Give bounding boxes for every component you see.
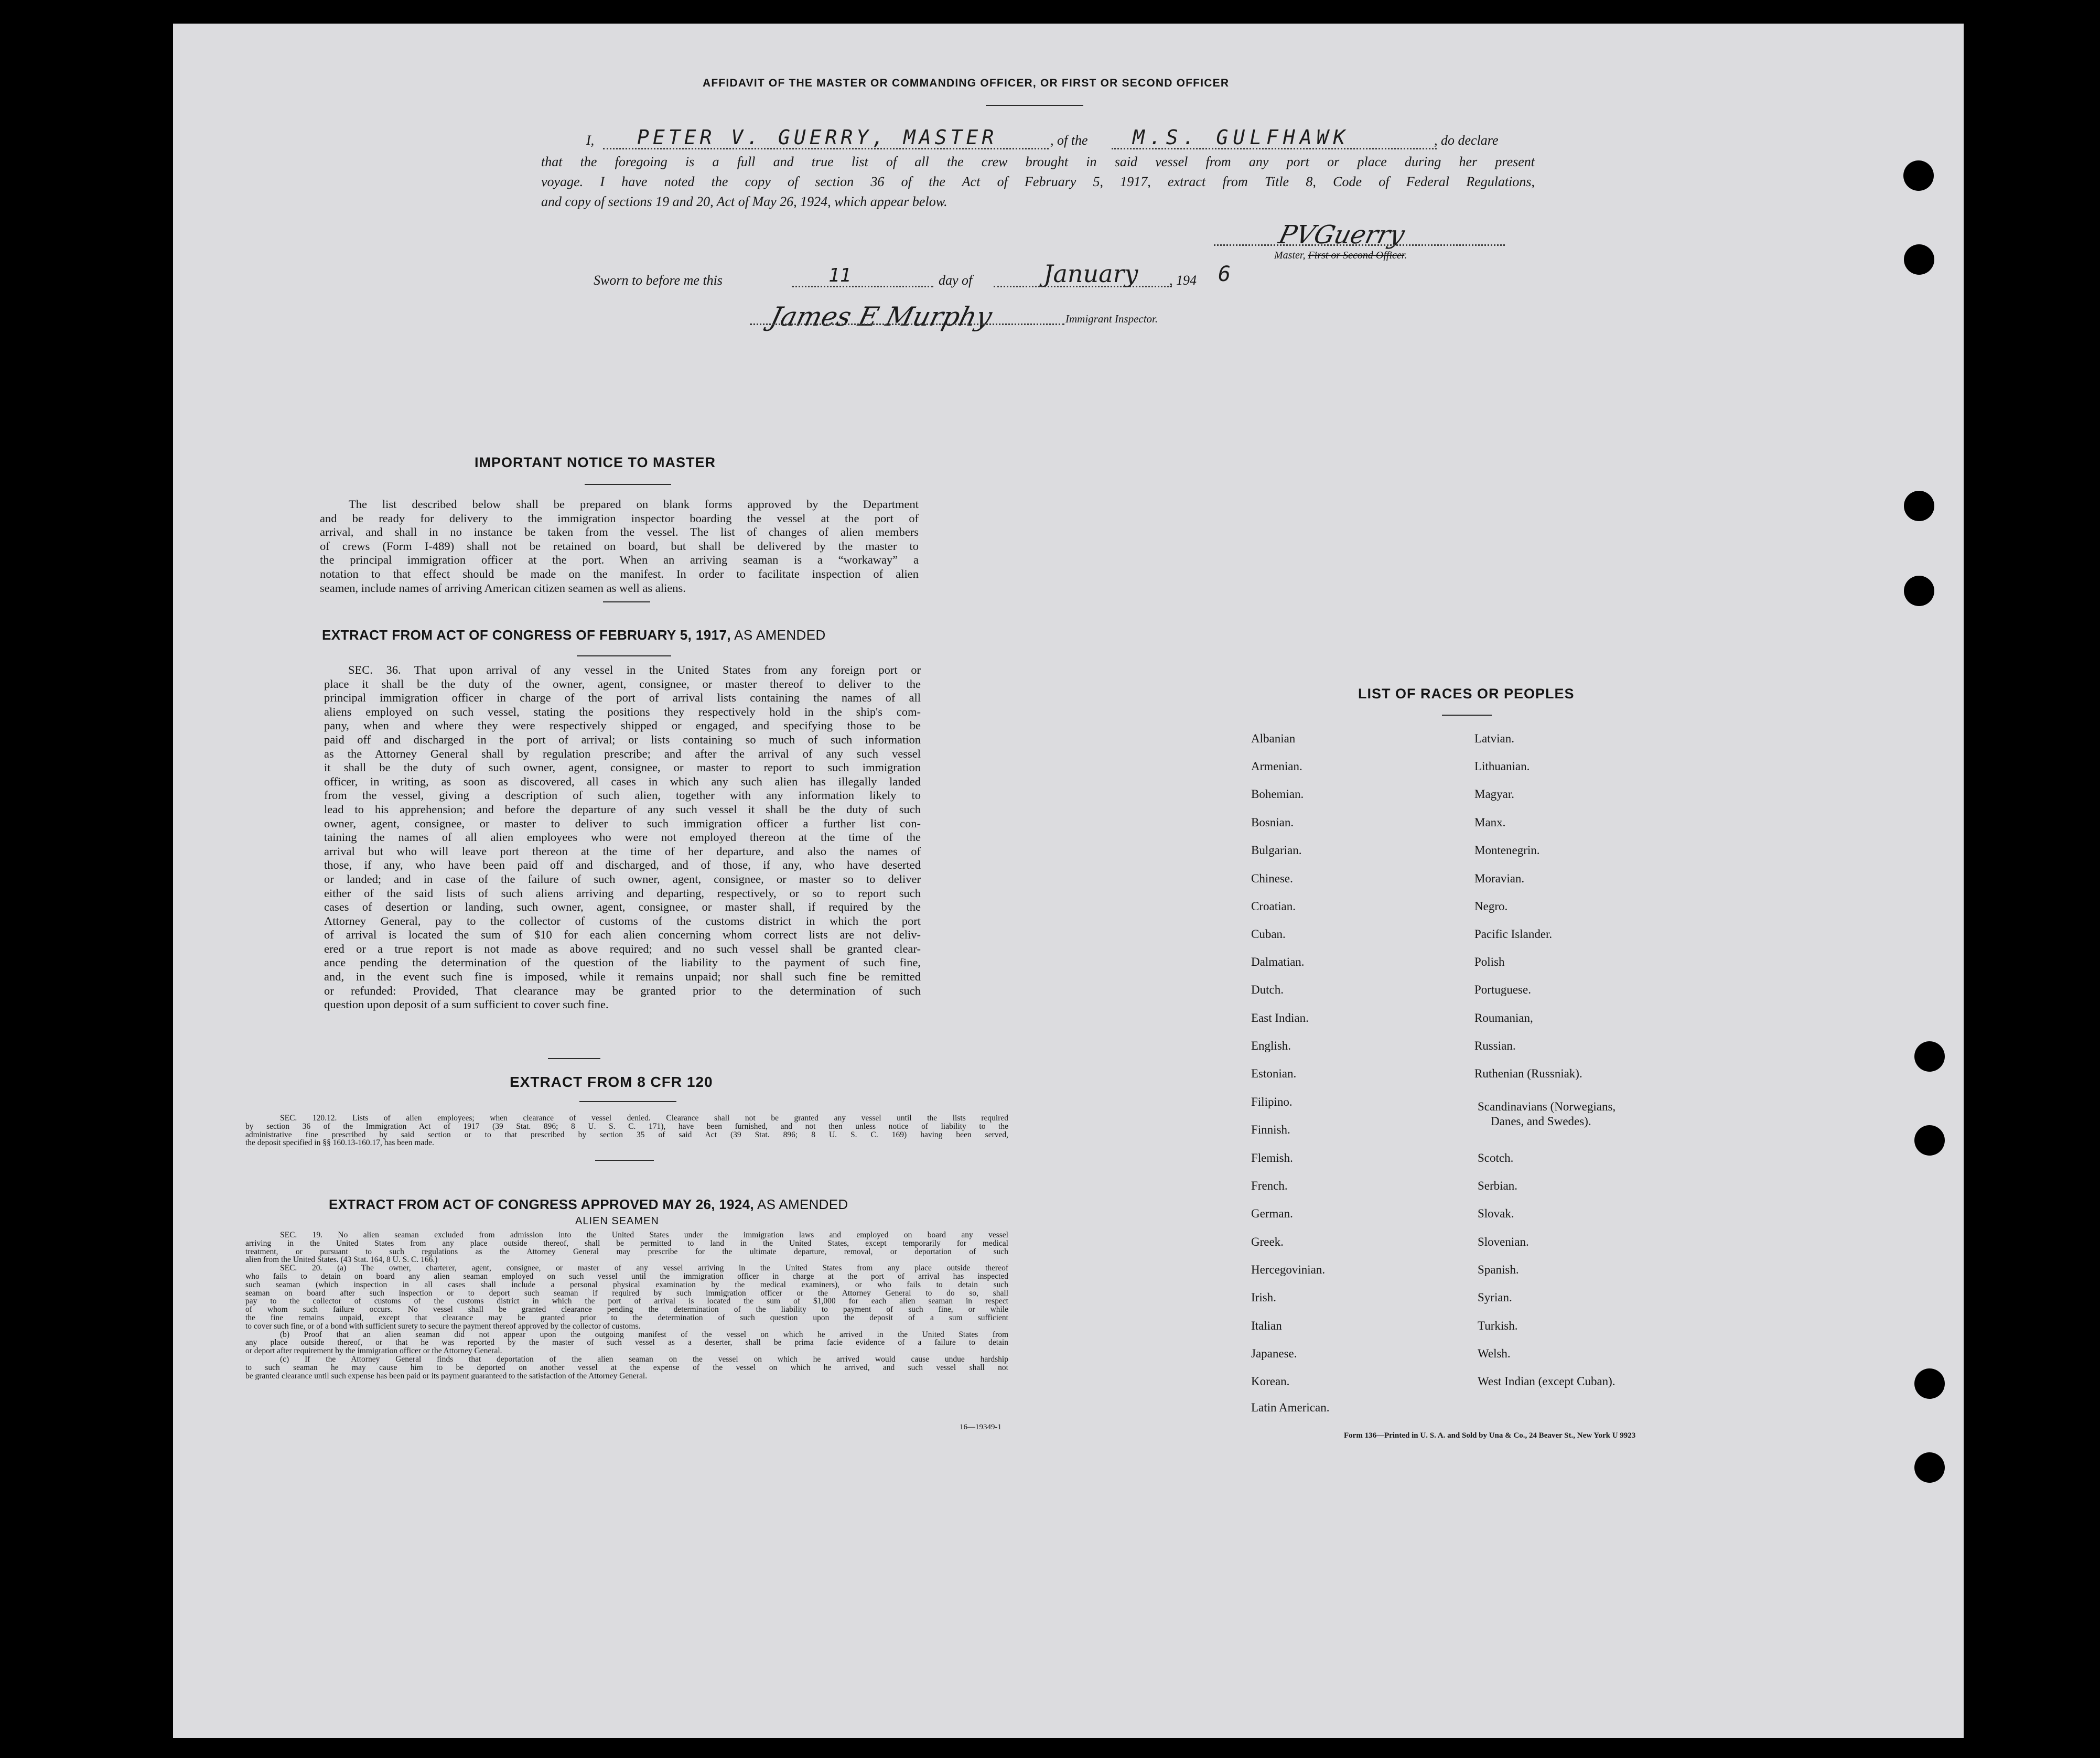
affidavit-title: AFFIDAVIT OF THE MASTER OR COMMANDING OFFICER, OR FIRST OR SECOND OFFICER (703, 77, 1230, 89)
race-right: Syrian. (1478, 1291, 1512, 1304)
affidavit-body (541, 152, 1535, 212)
notice-end-divider (603, 601, 650, 602)
extract-1917-line: paid off and discharged in the port of arrival; or lists containing so much of such information (324, 732, 921, 746)
extract-1917-divider (577, 655, 671, 656)
extract-1924-line: to cover such fine, or of a bond with sufficient surety to secure the payment thereof approved by the collector of customs. (245, 1322, 641, 1331)
extract-1917-line: owner, agent, consignee, or master to deliver to such immigration officer a further list con- (324, 816, 921, 830)
race-right: Serbian. (1478, 1179, 1518, 1192)
master-signature: PVGuerry (1276, 220, 1408, 250)
sworn-year-prefix: , 194 (1169, 273, 1197, 288)
race-right: Polish (1474, 955, 1505, 968)
race-left: Dalmatian. (1251, 955, 1305, 968)
extract-1917-line: either of the said lists of such aliens arriving and departing, respectively, or so to report such (324, 886, 921, 900)
race-right: Pacific Islander. (1474, 927, 1553, 941)
punch-hole (1904, 576, 1934, 606)
extract-1924-body (245, 1231, 1008, 1380)
form-code: 16—19349-1 (960, 1423, 1001, 1431)
race-left: Latin American. (1251, 1401, 1330, 1414)
notice-title: IMPORTANT NOTICE TO MASTER (475, 455, 716, 470)
notice-line: and be ready for delivery to the immigration inspector boarding the vessel at the port of (320, 511, 919, 525)
race-left: Croatian. (1251, 900, 1296, 913)
notice-line: seamen, include names of arriving American citizen seamen as well as aliens. (320, 581, 686, 595)
extract-1924-line: to such seaman he may cause him to be deported on another vessel at the expense of the vessel on which he arrived, and such vessel shall not (245, 1363, 1008, 1372)
extract-1917-line: of arrival is located the sum of $10 for each alien concerning whom correct lists are not deliv- (324, 928, 921, 942)
race-left: Irish. (1251, 1291, 1276, 1304)
extract-1917-body (324, 663, 921, 1012)
affidavit-of-the: , of the (1050, 133, 1088, 148)
extract-1917-line: officer, in writing, as soon as discovered, all cases in which any such alien has illegally landed (324, 774, 921, 788)
race-left: Estonian. (1251, 1067, 1297, 1080)
race-left: Bohemian. (1251, 788, 1304, 801)
extract-1924-line: treatment, or pursuant to such regulations as the Attorney General may prescribe for the ultimate departure, removal, or deportation of such (245, 1247, 1008, 1256)
form-imprint: Form 136—Printed in U. S. A. and Sold by Una & Co., 24 Beaver St., New York U 9923 (1344, 1431, 1636, 1440)
race-left: Cuban. (1251, 927, 1286, 941)
punch-hole (1914, 1041, 1945, 1072)
extract-1917-line: pany, when and where they were respectively shipped or engaged, and specifying those to be (324, 719, 921, 732)
extract-1924-line: arriving in the United States from any place outside thereof, shall be permitted to land in the United States, except temporarily for medical (245, 1239, 1008, 1248)
extract-1924-line: SEC. 19. No alien seaman excluded from admission into the United States under the immigration laws and employed on board any vessel (280, 1231, 1008, 1239)
race-left: Bulgarian. (1251, 844, 1302, 857)
extract-1924-title-bold: EXTRACT FROM ACT OF CONGRESS APPROVED MAY 26, 1924, (329, 1196, 754, 1212)
race-right: Welsh. (1478, 1347, 1511, 1360)
master-signature-line (1214, 244, 1505, 246)
notice-line: the principal immigration officer at the port. When an arriving seaman is a “workaway” a (320, 553, 919, 567)
sworn-prefix: Sworn to before me this (594, 273, 723, 288)
race-right: Slovenian. (1478, 1235, 1529, 1248)
race-left: Hercegovinian. (1251, 1263, 1326, 1276)
race-left: Finnish. (1251, 1123, 1290, 1136)
extract-1917-line: Attorney General, pay to the collector of customs of the customs district in which the port (324, 914, 921, 927)
extract-1917-line: arrival but who will leave port thereon at the time of her departure, and also the names of (324, 844, 921, 858)
extract-1917-line: or landed; and in case of the failure of such owner, agent, consignee, or master so to deliver (324, 872, 921, 886)
declarant-name-handwritten: PETER V. GUERRY, MASTER (637, 126, 998, 149)
sworn-year-handwritten: 6 (1218, 262, 1231, 286)
vessel-line (1112, 148, 1437, 149)
extract-1917-line: cases of desertion or landing, such owner, agent, consignee, or master shall, if required by the (324, 900, 921, 914)
vessel-name-handwritten: M.S. GULFHAWK (1133, 126, 1350, 149)
title-divider (986, 105, 1083, 106)
race-left: German. (1251, 1207, 1293, 1220)
notice-body (320, 498, 919, 595)
sworn-month-line (994, 286, 1172, 287)
race-left: Japanese. (1251, 1347, 1297, 1360)
extract-cfr-divider (579, 1101, 676, 1102)
race-left: Chinese. (1251, 872, 1293, 885)
race-left: Greek. (1251, 1235, 1284, 1248)
extract-1917-line: or refunded: Provided, That clearance may be granted prior to the determination of such (324, 984, 921, 997)
inspector-signature-line (750, 323, 1064, 325)
race-right: Scotch. (1478, 1151, 1514, 1164)
notice-title-divider (585, 484, 671, 485)
affidavit-do-declare: , do declare (1434, 133, 1499, 148)
extract-cfr-line: SEC. 120.12. Lists of alien employees; when clearance of vessel denied. Clearance shall not be granted any vessel until the lists required (280, 1114, 1008, 1123)
extract-1917-line: question upon deposit of a sum sufficient to cover such fine. (324, 998, 609, 1011)
extract-1917-line: taining the names of all alien employees who were not employed thereon at the time of the (324, 831, 921, 844)
affidavit-body-line: voyage. I have noted the copy of section 36 of the Act of February 5, 1917, extract from Title 8, Code of Federal Regulations, (541, 174, 1535, 189)
race-left: Albanian (1251, 732, 1296, 745)
extract-1917-line: SEC. 36. That upon arrival of any vessel in the United States from any foreign port or (348, 663, 921, 676)
extract-1917-line: principal immigration officer in charge of the port of arrival lists containing the names of all (324, 691, 921, 705)
extract-1924-title-rest: AS AMENDED (757, 1196, 848, 1212)
notice-line: The list described below shall be prepared on blank forms approved by the Department (349, 498, 919, 511)
race-left: Italian (1251, 1319, 1282, 1332)
punch-hole (1914, 1368, 1945, 1399)
race-left: Flemish. (1251, 1151, 1293, 1164)
race-right: Montenegrin. (1474, 844, 1540, 857)
declarant-line (603, 148, 1049, 149)
extract-1917-line: those, if any, who have been paid off and discharged, and of those, if any, who have deserted (324, 858, 921, 872)
race-right: Scandinavians (Norwegians, (1478, 1100, 1616, 1113)
punch-hole (1914, 1452, 1945, 1483)
race-right: Portuguese. (1474, 983, 1531, 996)
race-left: English. (1251, 1039, 1291, 1052)
master-caption-struck: First or Second Officer (1308, 250, 1405, 261)
sworn-month-handwritten: January (1043, 260, 1138, 288)
extract-1924-line: alien from the United States. (43 Stat. 164, 8 U. S. C. 166.) (245, 1256, 438, 1265)
punch-hole (1904, 244, 1934, 275)
extract-1917-line: ance pending the determination of the question of the liability to the payment of such fine, (324, 956, 921, 969)
extract-1924-subtitle: ALIEN SEAMEN (575, 1215, 659, 1227)
extract-1917-line: aliens employed on such vessel, stating the positions they respectively hold in the ship's com- (324, 705, 921, 718)
extract-1917-line: it shall be the duty of such owner, agent, consignee, or master to report to such immigration (324, 761, 921, 774)
race-right: Roumanian, (1474, 1011, 1533, 1024)
race-right: Magyar. (1474, 788, 1515, 801)
extract-cfr-body (245, 1114, 1008, 1147)
race-right: Moravian. (1474, 872, 1525, 885)
extract-1924-line: seaman on board after such inspection or to deport such seaman if required by such immigration officer or the Attorney General to do so, shall (245, 1289, 1008, 1298)
punch-hole (1914, 1125, 1945, 1156)
extract-1924-line: such seaman (which inspection in all cases shall include a personal physical examination by the medical examiners), or who fails to detain such (245, 1280, 1008, 1289)
master-caption-master: Master, (1274, 250, 1306, 261)
extract-cfr-line: the deposit specified in §§ 160.13-160.17, has been made. (245, 1139, 434, 1148)
extract-1917-end-divider (548, 1058, 600, 1059)
races-title-divider (1442, 715, 1492, 716)
extract-1917-line: place it shall be the duty of the owner, agent, consignee, or master thereof to deliver to the (324, 677, 921, 691)
race-left: Dutch. (1251, 983, 1284, 996)
race-right: Negro. (1474, 900, 1508, 913)
race-right: Danes, and Swedes). (1491, 1115, 1591, 1128)
sworn-day-line (792, 286, 933, 287)
extract-cfr-line: by section 36 of the Immigration Act of 1917 (39 Stat. 896; 8 U. S. C. 171), have been furnished, and not then unless notice of liability to the (245, 1122, 1008, 1131)
extract-1917-line: from the vessel, giving a description of such alien, together with any information likely to (324, 789, 921, 802)
race-right: Ruthenian (Russniak). (1474, 1067, 1582, 1080)
notice-line: arrival, and shall in no instance be taken from the vessel. The list of changes of alien members (320, 525, 919, 539)
extract-cfr-line: administrative fine prescribed by said section or to that prescribed by section 35 of said Act (39 Stat. 896; 8 U. S. C. 169) having been served, (245, 1130, 1008, 1139)
extract-1924-line: who fails to detain on board any alien seaman employed on such vessel until the immigration officer in charge at the port of arrival has inspected (245, 1272, 1008, 1281)
punch-hole (1903, 160, 1934, 191)
race-left: Korean. (1251, 1375, 1290, 1388)
race-right: Manx. (1474, 816, 1506, 829)
affidavit-i-label: I, (586, 133, 595, 148)
notice-line: notation to that effect should be made on the manifest. In order to facilitate inspection of alien (320, 567, 919, 580)
races-title: LIST OF RACES OR PEOPLES (1358, 686, 1575, 702)
race-left: Filipino. (1251, 1095, 1293, 1108)
extract-cfr-title: EXTRACT FROM 8 CFR 120 (510, 1074, 713, 1090)
affidavit-body-line: that the foregoing is a full and true list of all the crew brought in said vessel from any port or place during her present (541, 154, 1535, 169)
extract-1924-line: pay to the collector of customs of the customs district in which the port of arrival is located the sum of $1,000 for each alien seaman in respect (245, 1297, 1008, 1306)
extract-1924-line: (b) Proof that an alien seaman did not appear upon the outgoing manifest of the vessel on which he arrived in the United States from (280, 1330, 1008, 1339)
extract-1917-title-bold: EXTRACT FROM ACT OF CONGRESS OF FEBRUARY 5, 1917, (322, 627, 731, 643)
extract-1917-line: ered or a true report is not made as above required; and no such vessel shall be granted clear- (324, 942, 921, 955)
extract-1917-line: as the Attorney General shall by regulation prescribe; and after the arrival of any such vessel (324, 747, 921, 760)
race-right: Spanish. (1478, 1263, 1519, 1276)
extract-1924-line: be granted clearance until such expense has been paid or its payment guaranteed to the satisfaction of the Attorney General. (245, 1372, 648, 1380)
race-left: Armenian. (1251, 760, 1302, 773)
sworn-day-of: day of (939, 273, 973, 288)
extract-1924-line: any place outside thereof, or that he was reported by the master of such vessel as a deserter, shall be prima facie evidence of a failure to detain (245, 1339, 1008, 1347)
extract-1917-title-rest: AS AMENDED (734, 627, 826, 643)
race-right: Lithuanian. (1474, 760, 1530, 773)
extract-1917-line: and, in the event such fine is imposed, while it remains unpaid; nor shall such fine be remitted (324, 970, 921, 984)
extract-1924-line: or deport after requirement by the immigration officer or the Attorney General. (245, 1347, 502, 1355)
extract-1924-line: the fine remains unpaid, except that clearance may be granted prior to the determination of such question upon the deposit of a sum sufficient (245, 1313, 1008, 1322)
race-left: East Indian. (1251, 1011, 1309, 1024)
extract-1917-title (322, 627, 826, 643)
sworn-day-handwritten: 11 (828, 265, 852, 286)
extract-cfr-end-divider (595, 1160, 654, 1161)
race-right: West Indian (except Cuban). (1478, 1375, 1616, 1388)
race-right: Latvian. (1474, 732, 1514, 745)
punch-hole (1904, 491, 1934, 521)
extract-1917-line: lead to his apprehension; and before the departure of any such vessel it shall be the duty of such (324, 802, 921, 816)
inspector-signature: James E Murphy (767, 301, 995, 332)
notice-line: of crews (Form I-489) shall not be retained on board, but shall be delivered by the master to (320, 539, 919, 553)
race-right: Turkish. (1478, 1319, 1518, 1332)
extract-1924-line: SEC. 20. (a) The owner, charterer, agent, consignee, or master of any vessel arriving in the United States from any place outside thereof (280, 1264, 1008, 1272)
master-caption-end: . (1404, 250, 1407, 261)
race-left: Bosnian. (1251, 816, 1294, 829)
inspector-caption: Immigrant Inspector. (1065, 312, 1158, 325)
affidavit-body-line: and copy of sections 19 and 20, Act of May 26, 1924, which appear below. (541, 194, 947, 209)
extract-1924-line: (c) If the Attorney General finds that deportation of the alien seaman on the vessel on which he arrived would cause undue hardship (280, 1355, 1008, 1364)
extract-1924-title (329, 1196, 848, 1213)
master-caption (1274, 250, 1407, 262)
extract-1924-line: of whom such failure occurs. No vessel shall be granted clearance pending the determination of the liability to payment of such fine, or while (245, 1306, 1008, 1314)
race-left: French. (1251, 1179, 1288, 1192)
race-right: Slovak. (1478, 1207, 1514, 1220)
race-right: Russian. (1474, 1039, 1516, 1052)
